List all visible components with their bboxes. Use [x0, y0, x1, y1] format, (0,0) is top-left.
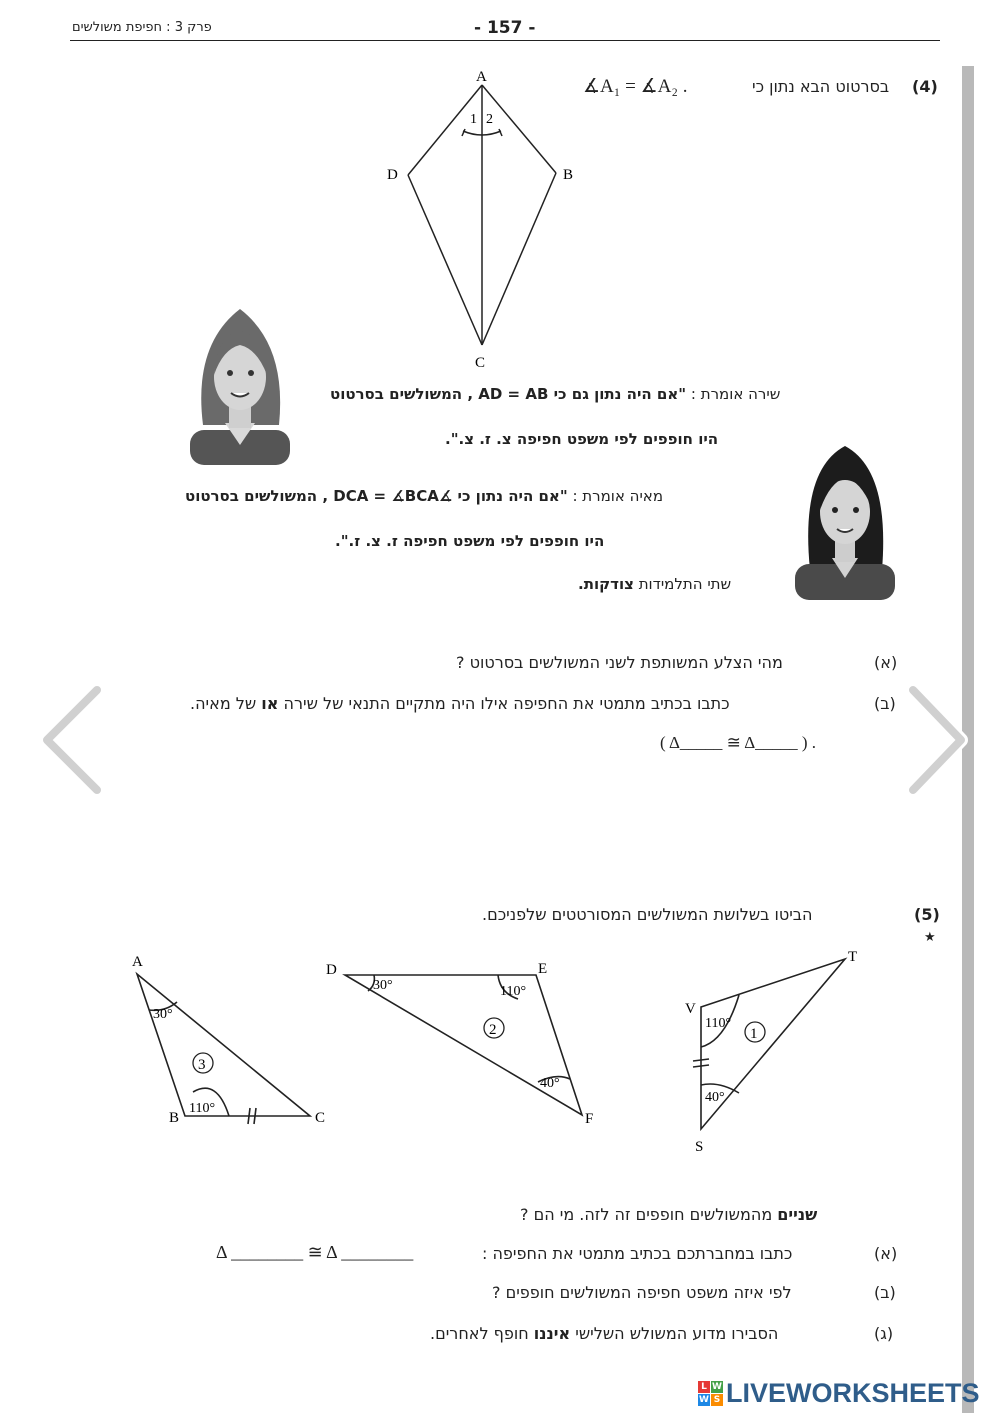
q4-number: (4) — [912, 77, 938, 96]
q5-star: ★ — [924, 930, 936, 945]
kite-label-c: C — [475, 355, 486, 371]
tri3-angle-b: 110° — [189, 1101, 216, 1116]
q5-sub-c-text-1: הסבירו מדוע המשולש השלישי — [575, 1324, 779, 1343]
tri2-label-f: F — [585, 1111, 594, 1127]
q5-pair-bold: שניים — [777, 1205, 818, 1224]
kite-angle-1: 1 — [470, 112, 477, 127]
tri3-number: 3 — [198, 1057, 206, 1073]
header-rule — [70, 40, 940, 41]
kite-diagram — [380, 65, 600, 375]
shira-line-2: היו חופפים לפי משפט חפיפה צ. ז. צ.". — [445, 430, 719, 448]
q5-sub-a-template: Δ ________ ≅ Δ ________ — [216, 1242, 414, 1262]
logo-mark-icon — [698, 1381, 723, 1406]
q4-intro: בסרטוט הבא נתון כי — [752, 77, 890, 96]
maya-line-1 — [185, 487, 663, 505]
q4-sub-a-text: מהי הצלע המשותפת לשני המשולשים בסרטוט ? — [456, 653, 783, 672]
logo-mark-w2: W — [699, 1394, 709, 1405]
both-text: שתי התלמידות — [638, 575, 732, 593]
q5-number: (5) — [914, 905, 940, 924]
tri1-label-v: V — [685, 1001, 696, 1017]
tri1-label-s: S — [695, 1139, 704, 1155]
page-number: - 157 - — [474, 18, 536, 38]
maya-label: מאיה אומרת : — [572, 487, 664, 505]
tri1-label-t: T — [848, 949, 858, 965]
tri2-label-e: E — [538, 961, 548, 977]
tri3-angle-a: 30° — [153, 1007, 173, 1022]
logo-mark-s: S — [711, 1394, 723, 1406]
tri1-angle-s: 40° — [705, 1090, 725, 1105]
tri1-number: 1 — [750, 1026, 758, 1042]
tri2-angle-e: 110° — [500, 984, 527, 999]
both-correct — [578, 575, 731, 593]
tri3-label-a: A — [132, 954, 143, 970]
maya-quote-1: "אם היה נתון כי ∡DCA = ∡BCA , המשולשים בסרטוט — [185, 487, 568, 505]
logo-mark-w1: W — [712, 1381, 722, 1392]
q5-sub-c-text-2: חופף לאחרים. — [430, 1324, 529, 1343]
tri2-number: 2 — [489, 1022, 497, 1038]
tri3-label-b: B — [169, 1110, 180, 1126]
shira-line-1 — [330, 385, 780, 403]
tri3-label-c: C — [315, 1110, 326, 1126]
q5-pair-line — [520, 1205, 817, 1224]
q4-sub-a-label: (א) — [874, 653, 898, 672]
q4-sub-b-text — [190, 694, 730, 713]
shira-label: שירה אומרת : — [690, 385, 781, 403]
chapter-header: פרק 3 : חפיפת משולשים — [72, 20, 212, 35]
tri1-angle-v: 110° — [705, 1016, 732, 1031]
q4-given: ∡A₁ = ∡A₂ . — [583, 76, 688, 97]
triangle-2-diagram — [320, 955, 610, 1135]
tri2-angle-f: 40° — [540, 1076, 560, 1091]
both-bold: צודקות. — [578, 575, 634, 593]
q5-sub-a-label: (א) — [874, 1244, 898, 1263]
liveworksheets-logo[interactable] — [698, 1378, 980, 1408]
kite-label-d: D — [387, 167, 398, 183]
tri2-label-d: D — [326, 962, 337, 978]
shira-quote-1: "אם היה נתון גם כי AD = AB , המשולשים בסרטוט — [330, 385, 687, 403]
kite-angle-2: 2 — [486, 112, 493, 127]
triangle-1-diagram — [675, 945, 875, 1160]
q4-sub-b-template: ( Δ_____ ≅ Δ_____ ) . — [660, 733, 817, 752]
chevron-right-icon[interactable] — [895, 680, 975, 800]
kite-label-b: B — [563, 167, 574, 183]
q4-sub-b-text-1: כתבו בכתיב מתמטי את החפיפה אילו היה מתקיים התנאי של שירה — [283, 694, 730, 713]
tri2-angle-d: 30° — [373, 978, 393, 993]
q5-sub-a-text: כתבו במחברתכם בכתיב מתמטי את החפיפה : — [482, 1244, 793, 1263]
q5-sub-b-text: לפי איזה משפט חפיפה המשולשים חופפים ? — [492, 1283, 792, 1302]
q4-sub-b-label: (ב) — [874, 694, 896, 713]
maya-line-2: היו חופפים לפי משפט חפיפה ז. צ. ז.". — [335, 532, 605, 550]
q5-sub-c-bold: איננו — [533, 1324, 571, 1343]
q5-intro: הביטו בשלושת המשולשים המסורטטים שלפניכם. — [482, 905, 813, 924]
q5-pair-text: מהמשולשים חופפים זה לזה. מי הם ? — [520, 1205, 773, 1224]
triangle-3-diagram — [125, 950, 345, 1130]
q5-sub-c-label: (ג) — [874, 1324, 894, 1343]
chevron-left-icon[interactable] — [35, 680, 115, 800]
logo-mark-l: L — [698, 1381, 710, 1393]
q5-sub-b-label: (ב) — [874, 1283, 896, 1302]
maya-avatar — [790, 440, 900, 600]
q4-sub-b-text-2: של מאיה. — [190, 694, 257, 713]
shira-avatar — [185, 305, 295, 465]
kite-label-a: A — [476, 69, 487, 85]
logo-text: LIVEWORKSHEETS — [726, 1377, 980, 1408]
q5-sub-c-text — [430, 1324, 778, 1343]
q4-sub-b-bold: או — [261, 694, 279, 713]
